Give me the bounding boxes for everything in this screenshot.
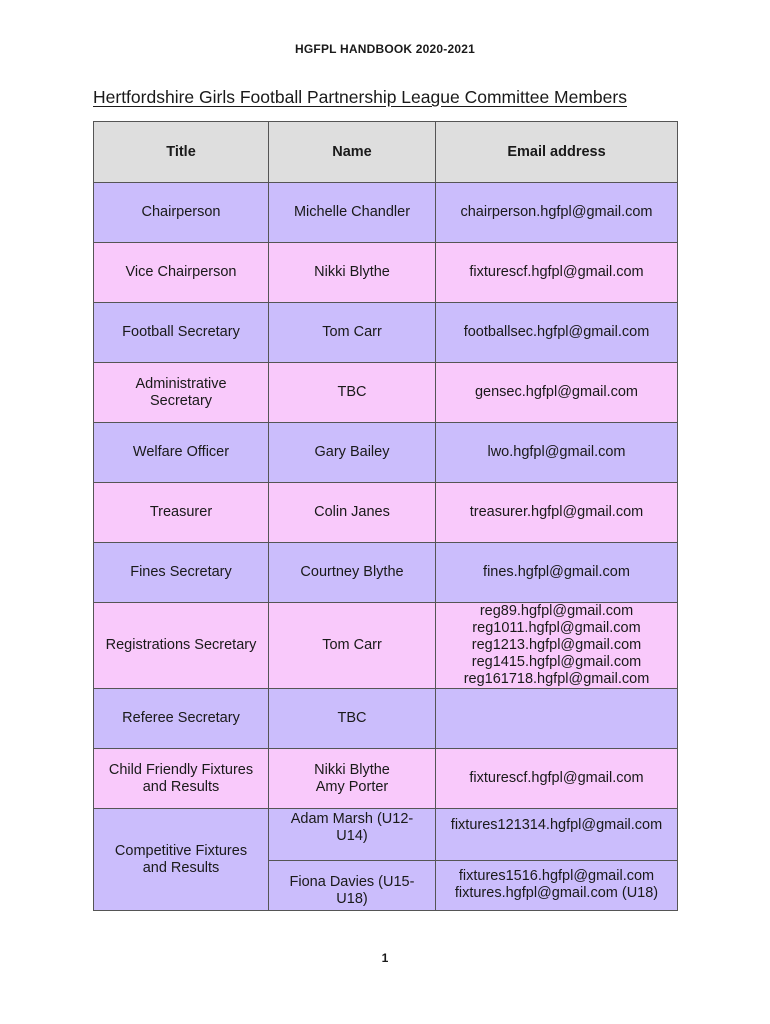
name-cell: Colin Janes bbox=[269, 483, 436, 543]
role-cell: Treasurer bbox=[94, 483, 269, 543]
email-line: reg161718.hgfpl@gmail.com bbox=[463, 671, 650, 687]
email-line: reg1213.hgfpl@gmail.com bbox=[471, 637, 642, 653]
table-row bbox=[94, 423, 678, 483]
name-cell: Gary Bailey bbox=[269, 423, 436, 483]
email-cell: fixtures121314.hgfpl@gmail.com bbox=[436, 809, 678, 861]
name-cell: Tom Carr bbox=[269, 603, 436, 689]
email-cell: treasurer.hgfpl@gmail.com bbox=[436, 483, 678, 543]
table-row bbox=[94, 543, 678, 603]
name-cell: TBC bbox=[269, 363, 436, 423]
page-header: HGFPL HANDBOOK 2020-2021 bbox=[295, 42, 475, 56]
email-cell: gensec.hgfpl@gmail.com bbox=[436, 363, 678, 423]
role-cell: Vice Chairperson bbox=[94, 243, 269, 303]
role-cell: Football Secretary bbox=[94, 303, 269, 363]
name-list-cell bbox=[269, 749, 436, 809]
email-cell: fixturescf.hgfpl@gmail.com bbox=[436, 243, 678, 303]
table-row bbox=[94, 809, 678, 861]
name-cell: Nikki Blythe bbox=[269, 243, 436, 303]
role-cell: Administrative Secretary bbox=[94, 363, 269, 423]
committee-table bbox=[93, 121, 678, 911]
email-cell: chairperson.hgfpl@gmail.com bbox=[436, 183, 678, 243]
page-number: 1 bbox=[381, 951, 389, 965]
table-row bbox=[94, 689, 678, 749]
table-row bbox=[94, 243, 678, 303]
email-line: fixtures.hgfpl@gmail.com (U18) bbox=[454, 885, 659, 901]
email-line: reg1415.hgfpl@gmail.com bbox=[471, 654, 642, 670]
page-title: Hertfordshire Girls Football Partnership League Committee Members bbox=[93, 87, 627, 107]
column-header-title: Title bbox=[94, 122, 269, 183]
email-line: reg89.hgfpl@gmail.com bbox=[479, 603, 634, 619]
table-row bbox=[94, 749, 678, 809]
name-cell: TBC bbox=[269, 689, 436, 749]
role-cell: Registrations Secretary bbox=[94, 603, 269, 689]
name-cell: Tom Carr bbox=[269, 303, 436, 363]
email-cell: fixturescf.hgfpl@gmail.com bbox=[436, 749, 678, 809]
name-line: Amy Porter bbox=[315, 778, 389, 795]
role-cell: Child Friendly Fixtures and Results bbox=[94, 749, 269, 809]
email-list-cell bbox=[436, 861, 678, 911]
name-cell: Fiona Davies (U15-U18) bbox=[269, 861, 436, 911]
role-cell: Competitive Fixtures and Results bbox=[94, 809, 269, 911]
email-cell: fines.hgfpl@gmail.com bbox=[436, 543, 678, 603]
email-cell: lwo.hgfpl@gmail.com bbox=[436, 423, 678, 483]
email-cell bbox=[436, 689, 678, 749]
role-cell: Welfare Officer bbox=[94, 423, 269, 483]
table-row bbox=[94, 483, 678, 543]
role-cell: Referee Secretary bbox=[94, 689, 269, 749]
name-line: Nikki Blythe bbox=[314, 761, 390, 778]
email-line: fixtures1516.hgfpl@gmail.com bbox=[458, 868, 655, 884]
email-list-cell bbox=[436, 603, 678, 689]
column-header-email: Email address bbox=[436, 122, 678, 183]
email-line: reg1011.hgfpl@gmail.com bbox=[472, 620, 641, 636]
email-cell: footballsec.hgfpl@gmail.com bbox=[436, 303, 678, 363]
role-cell: Chairperson bbox=[94, 183, 269, 243]
table-row bbox=[94, 603, 678, 689]
table-header-row bbox=[94, 122, 678, 183]
name-cell: Adam Marsh (U12-U14) bbox=[269, 809, 436, 861]
table-row bbox=[94, 183, 678, 243]
table-row bbox=[94, 303, 678, 363]
name-cell: Courtney Blythe bbox=[269, 543, 436, 603]
column-header-name: Name bbox=[269, 122, 436, 183]
name-cell: Michelle Chandler bbox=[269, 183, 436, 243]
table-row bbox=[94, 363, 678, 423]
role-cell: Fines Secretary bbox=[94, 543, 269, 603]
